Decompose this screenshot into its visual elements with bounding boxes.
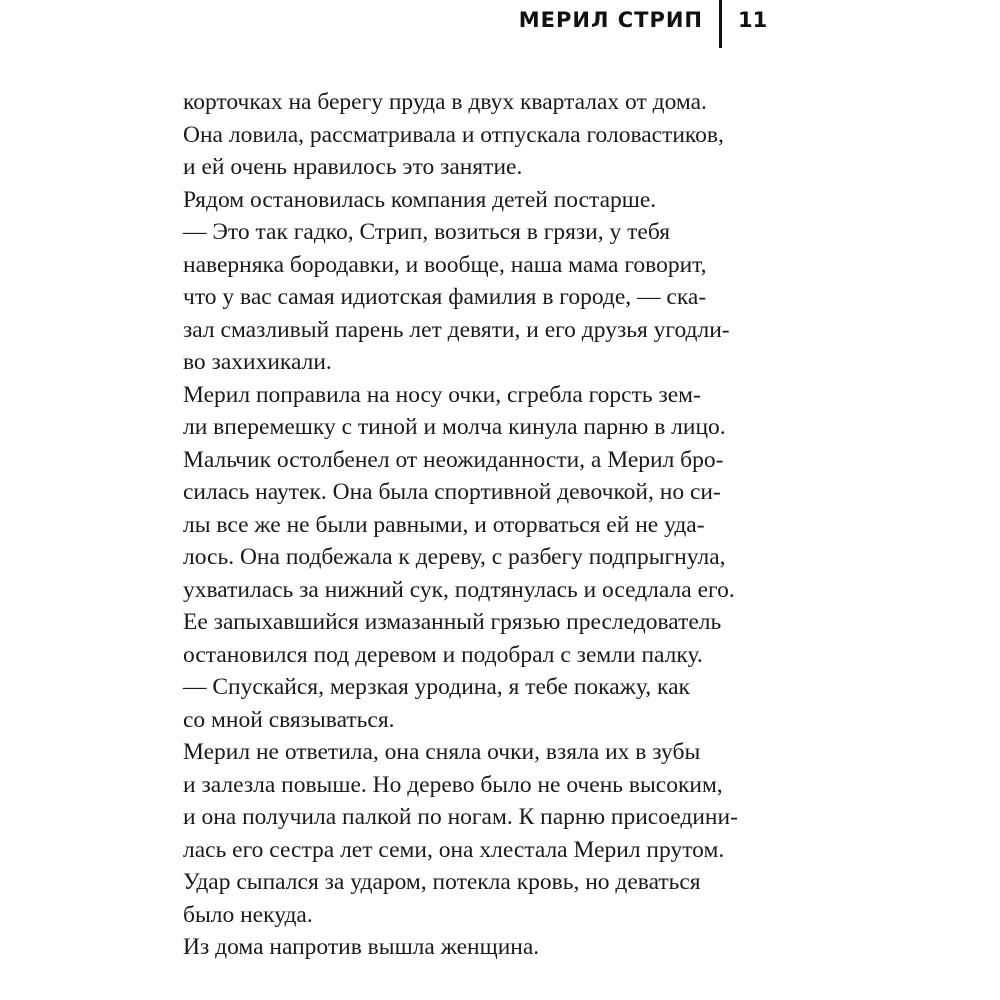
paragraph: Мерил поправила на носу очки, сгребла горсть зем- ли вперемешку с тиной и молча кинула парню в лицо. Мальчик остолбенел от неожиданности, а Мерил бро- силась наутек. Она была спортивной девочкой, но си- лы все же не были равными, и оторваться ей не уда- лось. Она подбежала к дереву, с разбегу подпрыгнула, ухватилась за нижний сук, подтянулась и оседлала его.: [183, 381, 735, 603]
body-text: [183, 86, 763, 964]
paragraph: — Спускайся, мерзкая уродина, я тебе покажу, как со мной связываться.: [183, 674, 690, 733]
page-number: 11: [738, 8, 768, 32]
paragraph: Рядом остановилась компания детей постарше.: [183, 186, 657, 213]
header-divider: [719, 0, 722, 48]
paragraph: Ее запыхавшийся измазанный грязью преследователь остановился под деревом и подобрал с земли палку.: [183, 609, 722, 668]
paragraph: корточках на берегу пруда в двух кварталах от дома. Она ловила, рассматривала и отпускала головастиков, и ей очень нравилось это занятие.: [183, 89, 724, 180]
paragraph: — Это так гадко, Стрип, возиться в грязи, у тебя наверняка бородавки, и вообще, наша мама говорит, что у вас самая идиотская фамилия в городе, — ска- зал смазливый парень лет девяти, и его друзья угодли- во захихикали.: [183, 219, 730, 375]
paragraph: Из дома напротив вышла женщина.: [183, 934, 540, 960]
paragraph: Мерил не ответила, она сняла очки, взяла их в зубы и залезла повыше. Но дерево было не очень высоким, и она получила палкой по ногам. К парню присоедини- лась его сестра лет семи, она хлестала Мерил прутом. Удар сыпался за ударом, потекла кровь, но деваться было некуда.: [183, 739, 738, 928]
running-head: [0, 0, 1000, 50]
running-title: МЕРИЛ СТРИП: [518, 8, 703, 32]
